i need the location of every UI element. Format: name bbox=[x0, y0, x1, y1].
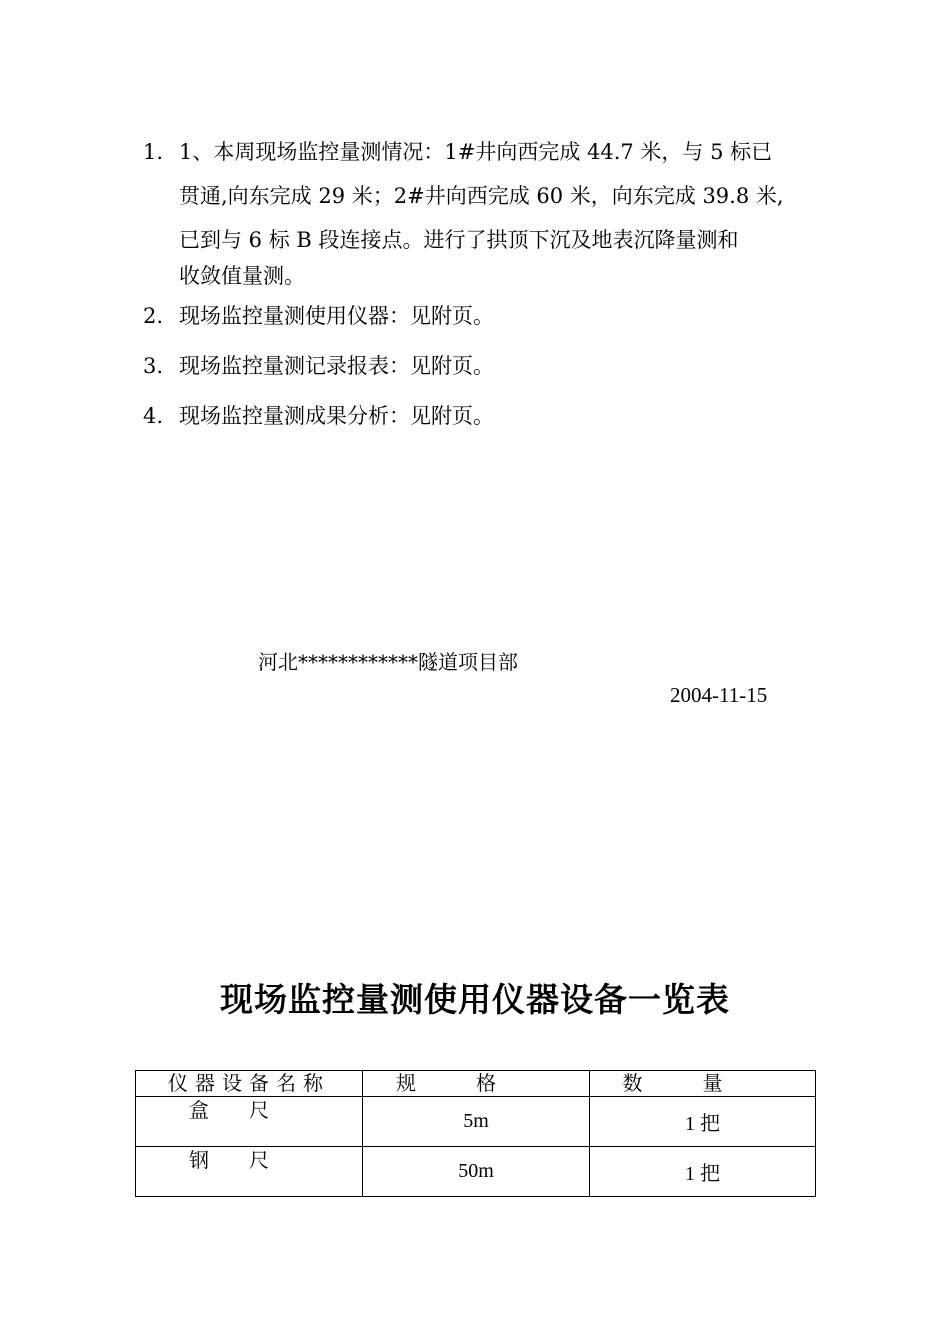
text-line: 已到与 6 标 B 段连接点。进行了拱顶下沉及地表沉降量测和 bbox=[179, 228, 739, 252]
report-list bbox=[0, 130, 950, 438]
text-line: 贯通,向东完成 29 米；2#井向西完成 60 米，向东完成 39.8 米, bbox=[179, 184, 784, 208]
table-title: 现场监控量测使用仪器设备一览表 bbox=[220, 980, 730, 1019]
list-item-text: 现场监控量测使用仪器：见附页。 bbox=[179, 304, 494, 328]
list-item bbox=[0, 294, 950, 338]
cell-qty: 1 把 bbox=[590, 1147, 816, 1197]
organization-name: 河北************隧道项目部 bbox=[258, 650, 518, 674]
header-name: 仪器设备名称 bbox=[136, 1071, 363, 1097]
list-item bbox=[0, 130, 950, 290]
list-item bbox=[0, 344, 950, 388]
list-item bbox=[0, 394, 950, 438]
list-number: 2. bbox=[143, 304, 164, 328]
table-row bbox=[136, 1147, 816, 1197]
text-line: 1、本周现场监控量测情况：1#井向西完成 44.7 米，与 5 标已 bbox=[179, 140, 773, 164]
equipment-table bbox=[135, 1070, 816, 1197]
header-spec: 规格 bbox=[363, 1071, 590, 1097]
header-qty: 数量 bbox=[590, 1071, 816, 1097]
report-date: 2004-11-15 bbox=[670, 683, 768, 707]
text-line: 收敛值量测。 bbox=[179, 264, 305, 288]
list-item-text: 现场监控量测记录报表：见附页。 bbox=[179, 354, 494, 378]
table-header-row bbox=[136, 1071, 816, 1097]
list-number: 3. bbox=[143, 354, 164, 378]
list-number: 1. bbox=[143, 140, 164, 164]
cell-name: 钢尺 bbox=[136, 1147, 363, 1197]
cell-qty: 1 把 bbox=[590, 1097, 816, 1147]
table-row bbox=[136, 1097, 816, 1147]
cell-name: 盒尺 bbox=[136, 1097, 363, 1147]
list-item-text: 现场监控量测成果分析：见附页。 bbox=[179, 404, 494, 428]
list-number: 4. bbox=[143, 404, 164, 428]
cell-spec: 50m bbox=[363, 1147, 590, 1197]
cell-spec: 5m bbox=[363, 1097, 590, 1147]
list-item-text bbox=[179, 130, 807, 290]
